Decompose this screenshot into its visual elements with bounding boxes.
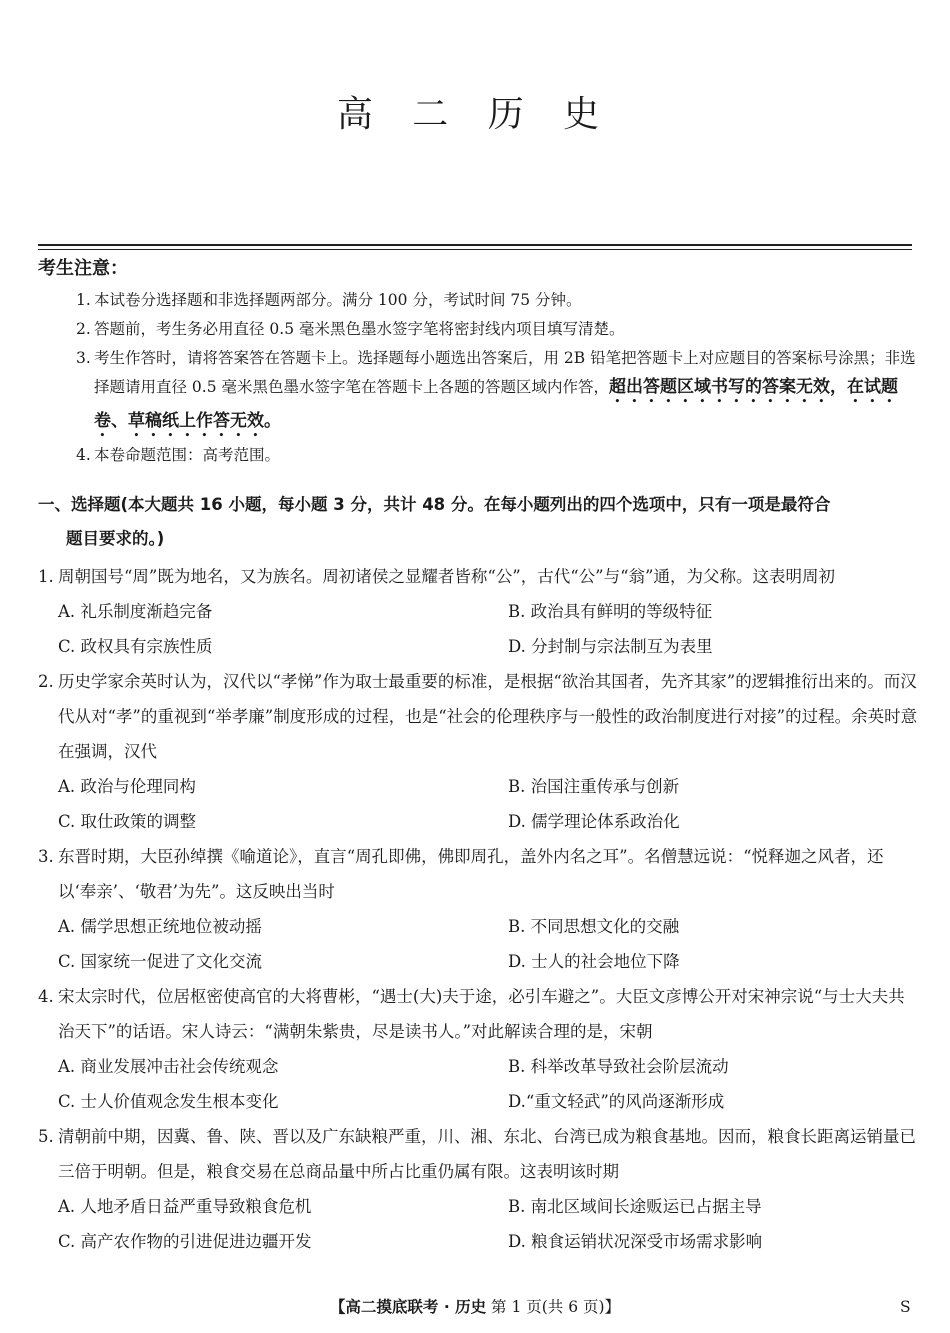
question-1 — [38, 559, 918, 664]
question-stem-text: 周朝国号“周”既为地名，又为族名。周初诸侯之显耀者皆称“公”，古代“公”与“翁”通，为父称。这表明周初 — [58, 567, 835, 586]
header-rule-thick — [38, 244, 912, 246]
option-a: A. 人地矛盾日益严重导致粮食危机 — [58, 1197, 312, 1216]
notice-item — [76, 344, 916, 441]
option-a: A. 儒学思想正统地位被动摇 — [58, 917, 262, 936]
notice-item-number: 2. — [76, 320, 91, 338]
question-stem — [38, 664, 918, 769]
section-heading-line2: 题目要求的。) — [66, 529, 165, 548]
question-stem — [38, 559, 918, 594]
question-3 — [38, 839, 918, 979]
page-footer — [0, 1294, 950, 1320]
option-a: A. 礼乐制度渐趋完备 — [58, 602, 213, 621]
notice-item-text: 答题前，考生务必用直径 0.5 毫米黑色墨水签字笔将密封线内项目填写清楚。 — [94, 320, 625, 338]
option-a: A. 商业发展冲击社会传统观念 — [58, 1057, 279, 1076]
option-d: D. 儒学理论体系政治化 — [508, 812, 680, 831]
question-list — [38, 559, 918, 1259]
footer-page-number: 第 1 页(共 6 页)】 — [491, 1298, 621, 1316]
question-options — [38, 769, 918, 839]
footer-exam-name: 【高二摸底联考 · 历史 — [329, 1298, 487, 1316]
option-b: B. 科举改革导致社会阶层流动 — [508, 1057, 729, 1076]
question-stem — [38, 839, 918, 909]
option-d: D.“重文轻武”的风尚逐渐形成 — [508, 1092, 725, 1111]
option-c: C. 取仕政策的调整 — [58, 812, 197, 831]
question-2 — [38, 664, 918, 839]
question-stem-text: 东晋时期，大臣孙绰撰《喻道论》，直言“周孔即佛，佛即周孔，盖外内名之耳”。名僧慧远说：“悦释迦之风者，还以‘奉亲’、‘敬君’为先”。这反映出当时 — [58, 847, 884, 901]
question-number: 2. — [38, 672, 54, 691]
question-4 — [38, 979, 918, 1119]
footer-code: S — [900, 1298, 911, 1316]
option-d: D. 士人的社会地位下降 — [508, 952, 680, 971]
option-c: C. 士人价值观念发生根本变化 — [58, 1092, 279, 1111]
question-options — [38, 1189, 918, 1259]
notice-item-number: 4. — [76, 446, 91, 464]
option-b: B. 不同思想文化的交融 — [508, 917, 680, 936]
section-heading-line1: 一、选择题(本大题共 16 小题，每小题 3 分，共计 48 分。在每小题列出的四个选项中，只有一项是最符合 — [38, 495, 831, 514]
question-number: 5. — [38, 1127, 54, 1146]
page-title: 高 二 历 史 — [336, 94, 614, 135]
question-stem — [38, 1119, 918, 1189]
option-d: D. 分封制与宗法制互为表里 — [508, 637, 713, 656]
notice-item — [76, 315, 916, 344]
notice-list — [76, 286, 916, 470]
option-b: B. 政治具有鲜明的等级特征 — [508, 602, 713, 621]
question-stem-text: 历史学家余英时认为，汉代以“孝悌”作为取士最重要的标准，是根据“欲治其国者，先齐其家”的逻辑推衍出来的。而汉代从对“孝”的重视到“举孝廉”制度形成的过程，也是“社会的伦理秩序与一般性的政治制度进行对接”的过程。余英时意在强调，汉代 — [58, 672, 918, 761]
option-d: D. 粮食运销状况深受市场需求影响 — [508, 1232, 763, 1251]
notice-item-text: 考生作答时，请将答案答在答题卡上。选择题每小题选出答案后，用 2B 铅笔把答题卡上对应题目的答案标号涂黑；非选择题请用直径 0.5 毫米黑色墨水签字笔在答题卡上各题的答题区域内作答， — [94, 349, 916, 396]
notice-item-number: 1. — [76, 291, 91, 309]
question-options — [38, 594, 918, 664]
option-b: B. 治国注重传承与创新 — [508, 777, 680, 796]
header-rule-thin — [38, 249, 912, 250]
notice-heading: 考生注意： — [38, 258, 128, 279]
notice-item-text: 本试卷分选择题和非选择题两部分。满分 100 分，考试时间 75 分钟。 — [94, 291, 582, 309]
question-number: 3. — [38, 847, 54, 866]
option-c: C. 国家统一促进了文化交流 — [58, 952, 263, 971]
option-c: C. 政权具有宗族性质 — [58, 637, 213, 656]
question-number: 4. — [38, 987, 54, 1006]
notice-item-text: 本卷命题范围：高考范围。 — [94, 446, 281, 464]
notice-item — [76, 286, 916, 315]
question-number: 1. — [38, 567, 54, 586]
notice-item-number: 3. — [76, 349, 91, 367]
section-heading — [38, 488, 918, 556]
question-stem — [38, 979, 918, 1049]
notice-emphasis-text: 超出答题区域书写的答案无效，在试题卷、草稿纸上作答无效。 — [94, 377, 899, 431]
question-stem-text: 宋太宗时代，位居枢密使高官的大将曹彬，“遇士(大)夫于途，必引车避之”。大臣文彦博公开对宋神宗说“与士大夫共治天下”的话语。宋人诗云：“满朝朱紫贵，尽是读书人。”对此解读合理的是，宋朝 — [58, 987, 905, 1041]
question-options — [38, 909, 918, 979]
option-c: C. 高产农作物的引进促进边疆开发 — [58, 1232, 312, 1251]
question-5 — [38, 1119, 918, 1259]
question-options — [38, 1049, 918, 1119]
question-stem-text: 清朝前中期，因冀、鲁、陕、晋以及广东缺粮严重，川、湘、东北、台湾已成为粮食基地。因而，粮食长距离运销量已三倍于明朝。但是，粮食交易在总商品量中所占比重仍属有限。这表明该时期 — [58, 1127, 916, 1181]
option-b: B. 南北区域间长途贩运已占据主导 — [508, 1197, 762, 1216]
notice-item — [76, 441, 916, 470]
option-a: A. 政治与伦理同构 — [58, 777, 196, 796]
